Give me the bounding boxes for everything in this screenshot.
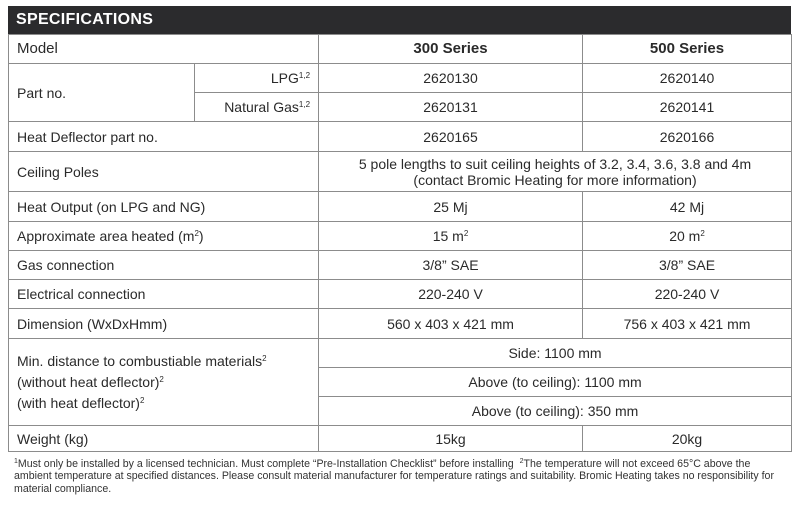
distance-above-without-text: Above (to ceiling): 1100 mm — [468, 374, 642, 390]
footnote — [14, 458, 790, 495]
dimension-label-text: Dimension (WxDxHmm) — [17, 315, 168, 332]
banner-title: SPECIFICATIONS — [16, 11, 154, 28]
poles-row — [9, 152, 792, 192]
distance-above-without-value — [319, 368, 792, 397]
distance-line-3-text: (with heat deflector) — [17, 394, 140, 411]
output-label-text: Heat Output (on LPG and NG) — [17, 198, 206, 215]
area-label-end: ) — [198, 228, 204, 244]
area-label-text: Approximate area heated (m — [17, 228, 195, 244]
deflector-500-value — [583, 122, 792, 152]
ng-500-text: 2620141 — [659, 99, 715, 115]
deflector-label-text: Heat Deflector part no. — [17, 128, 158, 145]
footnote-2-sup: 2 — [519, 458, 524, 465]
poles-line-1: 5 pole lengths to suit ceiling heights of 3.2, 3.4, 3.6, 3.8 and 4m — [358, 155, 752, 172]
lpg-500-text: 2620140 — [659, 70, 715, 86]
poles-label-text: Ceiling Poles — [17, 163, 99, 180]
distance-label — [9, 339, 319, 426]
electrical-500-value — [583, 280, 792, 309]
gas-label-text: Gas connection — [17, 257, 115, 273]
ng-500-value — [583, 93, 792, 122]
distance-line-2-sup: 2 — [159, 374, 164, 384]
lpg-300-text: 2620130 — [423, 70, 478, 86]
weight-row — [9, 426, 792, 452]
dimension-500-value — [583, 309, 792, 339]
dimension-label — [9, 309, 319, 339]
weight-300-text: 15kg — [435, 430, 466, 447]
output-300-value — [319, 192, 583, 222]
footnote-1-text: Must only be installed by a licensed technician. Must complete “Pre-Installation Checklist” before installing — [17, 458, 514, 470]
footnote-1-sup: 1 — [14, 458, 18, 465]
poles-label — [9, 152, 319, 192]
distance-line-1-sup: 2 — [262, 353, 267, 363]
dimension-500-text: 756 x 403 x 421 mm — [623, 315, 751, 332]
part-no-label-text: Part no. — [17, 84, 67, 101]
model-header-text: Model — [17, 40, 58, 57]
part-no-lpg-row — [9, 64, 792, 93]
area-500-text: 20 m — [669, 228, 701, 244]
area-label — [9, 222, 319, 251]
area-label-sup: 2 — [194, 229, 199, 238]
deflector-300-value — [319, 122, 583, 152]
distance-side-text: Side: 1100 mm — [508, 345, 602, 361]
specifications-banner — [8, 6, 791, 34]
gas-row — [9, 251, 792, 280]
dimension-row — [9, 309, 792, 339]
gas-500-value — [583, 251, 792, 280]
distance-above-with-value — [319, 397, 792, 426]
distance-above-with-text: Above (to ceiling): 350 mm — [471, 403, 639, 419]
output-label — [9, 192, 319, 222]
electrical-300-text: 220-240 V — [418, 286, 483, 302]
area-500-value — [583, 222, 792, 251]
output-500-value — [583, 192, 792, 222]
output-row — [9, 192, 792, 222]
area-300-value — [319, 222, 583, 251]
series-500-header — [583, 35, 792, 64]
output-300-text: 25 Mj — [433, 198, 468, 215]
weight-300-value — [319, 426, 583, 452]
series-300-header — [319, 35, 583, 64]
ng-300-value — [319, 93, 583, 122]
deflector-500-text: 2620166 — [659, 128, 715, 145]
distance-line-1-text: Min. distance to combustiable materials — [17, 352, 263, 369]
area-300-sup: 2 — [463, 229, 469, 238]
distance-label-line-3 — [17, 393, 310, 414]
distance-label-line-1 — [17, 351, 310, 372]
gas-300-value — [319, 251, 583, 280]
header-row — [9, 35, 792, 64]
deflector-label — [9, 122, 319, 152]
dimension-300-text: 560 x 403 x 421 mm — [387, 315, 514, 332]
footnote-2-text: The temperature will not exceed 65°C above the ambient temperature at specified distances. Please consult material manufacturer for temperature ratings and suitability. Bromic Heating takes no responsibility for material compliance. — [14, 458, 774, 495]
gas-300-text: 3/8” SAE — [422, 257, 479, 273]
area-300-text: 15 m — [432, 228, 464, 244]
ng-300-text: 2620131 — [423, 99, 478, 115]
lpg-500-value — [583, 64, 792, 93]
poles-line-2: (contact Bromic Heating for more information) — [413, 171, 697, 188]
lpg-label-text: LPG — [270, 70, 299, 86]
weight-500-value — [583, 426, 792, 452]
distance-label-line-2 — [17, 372, 310, 393]
area-500-sup: 2 — [700, 229, 705, 238]
electrical-300-value — [319, 280, 583, 309]
distance-side-value — [319, 339, 792, 368]
deflector-300-text: 2620165 — [423, 128, 478, 145]
model-header — [9, 35, 319, 64]
lpg-label — [195, 64, 319, 93]
electrical-label-text: Electrical connection — [17, 286, 146, 302]
electrical-row — [9, 280, 792, 309]
part-no-label — [9, 64, 195, 122]
ng-label-text: Natural Gas — [224, 99, 299, 115]
distance-line-2-text: (without heat deflector) — [17, 373, 160, 390]
area-row — [9, 222, 792, 251]
series-300-header-text: 300 Series — [413, 40, 488, 57]
electrical-label — [9, 280, 319, 309]
output-500-text: 42 Mj — [669, 198, 705, 215]
weight-500-text: 20kg — [671, 430, 703, 447]
lpg-300-value — [319, 64, 583, 93]
ng-label-sup: 1,2 — [298, 100, 311, 109]
weight-label-text: Weight (kg) — [17, 430, 89, 447]
gas-500-text: 3/8” SAE — [659, 257, 716, 273]
distance-side-row — [9, 339, 792, 368]
dimension-300-value — [319, 309, 583, 339]
distance-line-3-sup: 2 — [139, 395, 145, 405]
ng-label — [195, 93, 319, 122]
specifications-table — [8, 34, 792, 452]
series-500-header-text: 500 Series — [649, 40, 725, 57]
electrical-500-text: 220-240 V — [654, 286, 720, 302]
weight-label — [9, 426, 319, 452]
gas-label — [9, 251, 319, 280]
lpg-label-sup: 1,2 — [298, 71, 311, 80]
deflector-row — [9, 122, 792, 152]
poles-value — [319, 152, 792, 192]
